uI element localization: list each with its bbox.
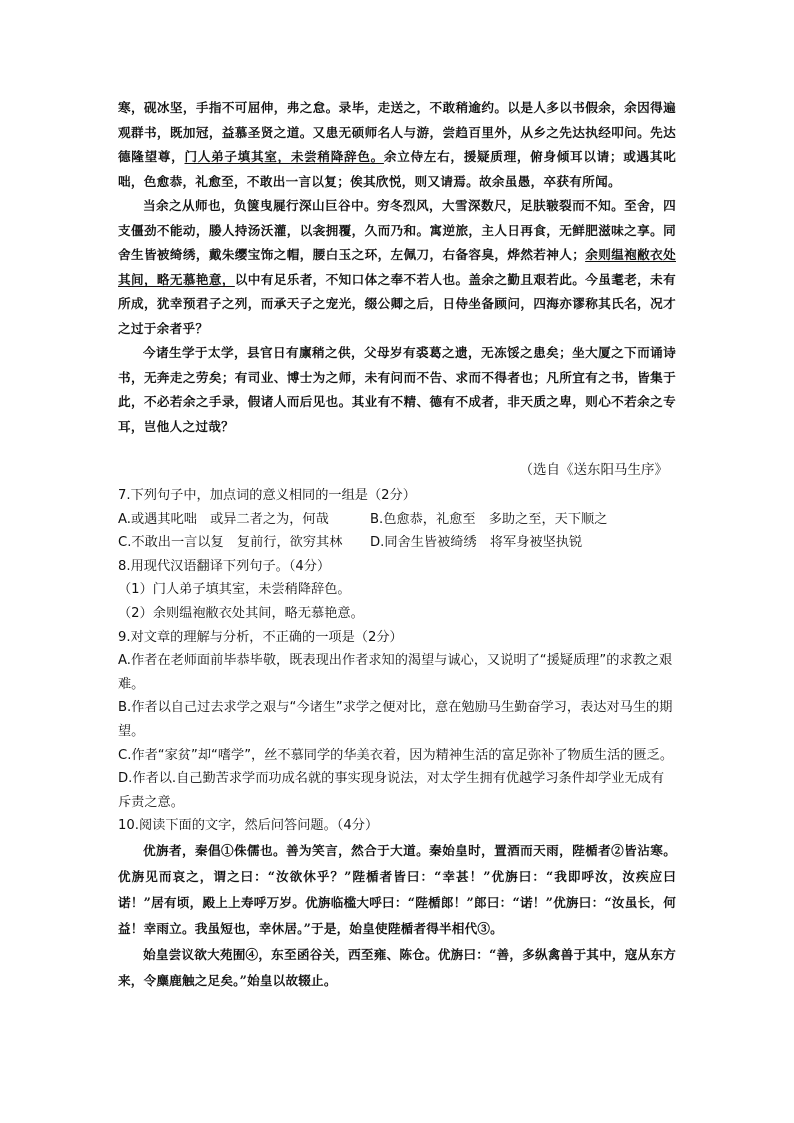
question-7-option-a: A.或遇其叱咄 或异二者之为，何哉 <box>118 511 329 527</box>
passage-text: 寒，砚冰坚，手指不可屈伸，弗之怠。录毕，走送之，不敢稍逾约。以是人多以书假余，余因得遍观群书，既加冠，益慕圣贤之道。又患无硕师名人与游，尝趋百里外，从乡之先达执经叩问。先达德隆望尊， <box>118 100 676 164</box>
passage-paragraph-2 <box>118 194 676 341</box>
question-9-option-b: B.作者以自己过去求学之艰与“今诸生”求学之便对比，意在勉励马生勤奋学习，表达对马生的期望。 <box>118 700 673 739</box>
question-7-option-c: C.不敢出一言以复 复前行，欲穷其林 <box>118 535 343 551</box>
question-7-options-row-2 <box>118 531 676 555</box>
question-10-stem: 10.阅读下面的文字，然后问答问题。（4分） <box>118 818 379 834</box>
passage-text: 今诸生学于太学，县官日有廪稍之供，父母岁有裘葛之遗，无冻馁之患矣；坐大厦之下而诵诗书，无奔走之劳矣；有司业、博士为之师，未有问而不告、求而不得者也；凡所宜有之书，皆集于此，不必若余之手录，假诸人而后见也。其业有不精、德有不成者，非天质之卑，则心不若余之专耳，岂他人之过哉？ <box>118 345 676 434</box>
question-7-options-row-1 <box>118 508 676 532</box>
question-9-option-d: D.作者以.自己勤苦求学而功成名就的事实现身说法，对太学生拥有优越学习条件却学业无成有斥责之意。 <box>118 771 665 810</box>
classical-passage <box>118 96 676 439</box>
question-8-sentence-1: （1）门人弟子填其室，未尝稍降辞色。 <box>118 582 351 598</box>
question-7-option-d: D.同舍生皆被绮绣 将军身被坚执锐 <box>370 535 583 551</box>
passage-text: 当余之从师也，负箧曳屣行深山巨谷中。穷冬烈风，大雪深数尺，足肤皲裂而不知。至舍，四支僵劲不能动，媵人持汤沃灌，以衾拥覆，久而乃和。寓逆旅，主人日再食，无鲜肥滋味之享。同舍生皆被绮绣，戴朱缨宝饰之帽，腰白玉之环，左佩刀，右备容臭，烨然若神人； <box>118 198 676 262</box>
question-8-stem: 8.用现代汉语翻译下列句子。（4分） <box>118 558 331 574</box>
passage-text: 余立侍左右，援疑质理，俯身倾耳以请；或遇其叱咄，色愈恭，礼愈至，不敢出一言以复；俟其欣悦，则又请焉。故余虽愚，卒获有所闻。 <box>118 149 677 189</box>
passage-paragraph-1 <box>118 96 676 194</box>
passage-text: 以中有足乐者，不知口体之奉不若人也。盖余之勤且艰若此。今虽耄老，未有所成，犹幸预君子之列，而承天子之宠光，缀公卿之后，日侍坐备顾问，四海亦谬称其氏名，况才之过于余者乎？ <box>118 271 676 336</box>
questions-section <box>118 484 676 994</box>
passage-source: （选自《送东阳马生序》 <box>519 462 668 478</box>
question-9-stem: 9.对文章的理解与分析，不正确的一项是（2分） <box>118 629 403 645</box>
question-7-option-b: B.色愈恭，礼愈至 多助之至，天下顺之 <box>370 511 608 527</box>
question-10-paragraph-2: 始皇尝议欲大苑囿④，东至函谷关，西至雍、陈仓。优旃曰：“善，多纵禽兽于其中，寇从东方来，令麋鹿触之足矣。”始皇以故辍止。 <box>118 946 676 988</box>
question-8-sentence-2: （2）余则缊袍敝衣处其间，略无慕艳意。 <box>118 605 364 621</box>
underlined-sentence: 门人弟子填其室，未尝稍降辞色。 <box>184 149 384 164</box>
passage-paragraph-3 <box>118 341 676 439</box>
question-9-option-c: C.作者“家贫”却“嗜学”，丝不慕同学的华美衣着，因为精神生活的富足弥补了物质生活的匮乏。 <box>118 747 674 763</box>
underlined-sentence: 余则缊袍敝衣处其间，略无慕艳意， <box>118 247 676 287</box>
question-10-paragraph-1: 优旃者，秦倡①侏儒也。善为笑言，然合于大道。秦始皇时，置酒而天雨，陛楯者②皆沾寒。优旃见而哀之，谓之曰：“汝欲休乎？”陛楯者皆曰：“幸甚！”优旃曰：“我即呼汝，汝疾应曰诺！”居有顷，殿上上寿呼万岁。优旃临槛大呼曰：“陛楯郎！”郎曰：“诺！”优旃曰：“汝虽长，何益！幸雨立。我虽短也，幸休居。”于是，始皇使陛楯者得半相代③。 <box>118 842 676 936</box>
question-7-stem: 7.下列句子中，加点词的意义相同的一组是（2分） <box>118 488 416 503</box>
question-9-option-a: A.作者在老师面前毕恭毕敬，既表现出作者求知的渴望与诚心，又说明了“援疑质理”的求教之艰难。 <box>118 653 673 692</box>
